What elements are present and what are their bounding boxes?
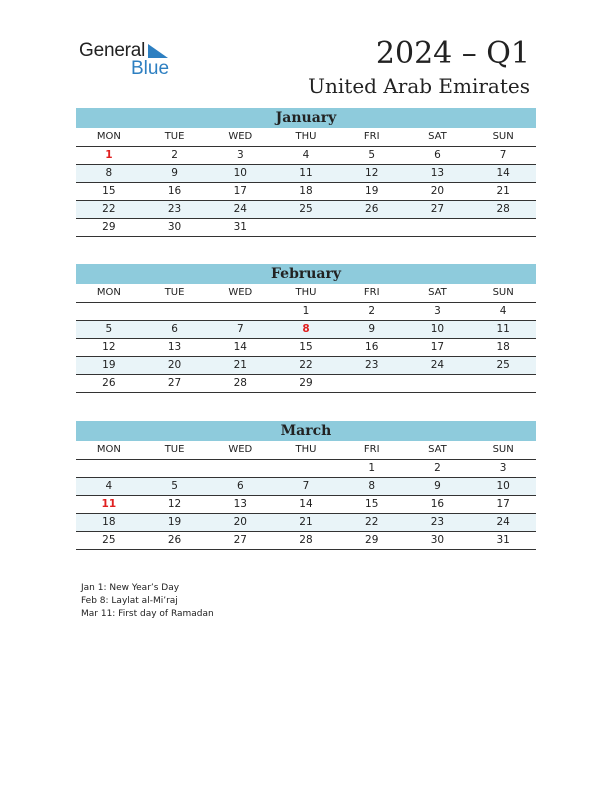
day-cell: 19: [339, 183, 405, 201]
weekday-label: TUE: [142, 128, 208, 147]
day-cell: 21: [273, 514, 339, 532]
day-cell: 8: [76, 165, 142, 183]
holiday-day-cell: 8: [273, 321, 339, 339]
day-cell: [405, 219, 471, 237]
logo-blue-text: Blue: [131, 58, 170, 79]
day-cell: 2: [142, 147, 208, 165]
day-cell: 17: [207, 183, 273, 201]
day-cell: 23: [142, 201, 208, 219]
day-cell: 4: [470, 303, 536, 321]
day-cell: [470, 375, 536, 393]
day-cell: 25: [76, 532, 142, 550]
day-cell: [142, 460, 208, 478]
day-cell: 5: [76, 321, 142, 339]
weekday-header-row: [76, 128, 536, 147]
day-cell: 15: [76, 183, 142, 201]
day-cell: 4: [273, 147, 339, 165]
weekday-label: SAT: [405, 284, 471, 303]
day-cell: 13: [142, 339, 208, 357]
week-row: [76, 339, 536, 357]
holiday-day-cell: 11: [76, 496, 142, 514]
page-subtitle: United Arab Emirates: [308, 74, 530, 98]
day-cell: 16: [405, 496, 471, 514]
day-cell: 4: [76, 478, 142, 496]
day-cell: 8: [339, 478, 405, 496]
day-cell: 17: [470, 496, 536, 514]
day-cell: 11: [273, 165, 339, 183]
weekday-label: THU: [273, 284, 339, 303]
day-cell: 17: [405, 339, 471, 357]
day-cell: 5: [142, 478, 208, 496]
day-cell: 30: [405, 532, 471, 550]
week-row: [76, 165, 536, 183]
day-cell: 2: [339, 303, 405, 321]
weekday-header-row: [76, 284, 536, 303]
day-cell: 11: [470, 321, 536, 339]
day-cell: 20: [142, 357, 208, 375]
day-cell: 26: [76, 375, 142, 393]
day-cell: 22: [76, 201, 142, 219]
weekday-label: MON: [76, 128, 142, 147]
weekday-label: MON: [76, 441, 142, 460]
week-row: [76, 303, 536, 321]
month-name: January: [76, 108, 536, 128]
day-cell: [207, 303, 273, 321]
day-cell: [405, 375, 471, 393]
day-cell: 5: [339, 147, 405, 165]
day-cell: 7: [273, 478, 339, 496]
day-cell: [339, 219, 405, 237]
day-cell: 13: [405, 165, 471, 183]
day-cell: 22: [339, 514, 405, 532]
day-cell: 18: [76, 514, 142, 532]
month-name: February: [76, 264, 536, 284]
day-cell: [207, 460, 273, 478]
day-cell: 23: [405, 514, 471, 532]
day-cell: 3: [470, 460, 536, 478]
day-cell: 10: [470, 478, 536, 496]
day-cell: 12: [339, 165, 405, 183]
weekday-label: SUN: [470, 441, 536, 460]
title-block: [308, 36, 530, 100]
month-calendar-february: [76, 264, 536, 393]
week-row: [76, 201, 536, 219]
day-cell: 20: [207, 514, 273, 532]
day-cell: 12: [76, 339, 142, 357]
weekday-label: SUN: [470, 284, 536, 303]
day-cell: 31: [470, 532, 536, 550]
day-cell: 29: [76, 219, 142, 237]
weekday-label: FRI: [339, 128, 405, 147]
weekday-label: TUE: [142, 441, 208, 460]
weekday-label: SUN: [470, 128, 536, 147]
weekday-label: FRI: [339, 284, 405, 303]
day-cell: 25: [273, 201, 339, 219]
day-cell: 31: [207, 219, 273, 237]
holiday-note: Mar 11: First day of Ramadan: [81, 609, 214, 619]
month-calendar-january: [76, 108, 536, 237]
day-cell: 30: [142, 219, 208, 237]
week-row: [76, 219, 536, 237]
logo-triangle-icon: [148, 44, 168, 58]
week-row: [76, 375, 536, 393]
day-cell: 22: [273, 357, 339, 375]
day-cell: 29: [273, 375, 339, 393]
weekday-label: THU: [273, 441, 339, 460]
day-cell: 26: [142, 532, 208, 550]
week-row: [76, 514, 536, 532]
weekday-label: SAT: [405, 441, 471, 460]
day-cell: 16: [339, 339, 405, 357]
page-title: 2024 – Q1: [375, 36, 530, 71]
day-cell: 2: [405, 460, 471, 478]
day-cell: 18: [273, 183, 339, 201]
day-cell: 20: [405, 183, 471, 201]
day-cell: [142, 303, 208, 321]
weekday-label: SAT: [405, 128, 471, 147]
day-cell: [470, 219, 536, 237]
day-cell: 27: [207, 532, 273, 550]
month-name: March: [76, 421, 536, 441]
weekday-label: FRI: [339, 441, 405, 460]
month-calendar-march: [76, 421, 536, 550]
day-cell: 6: [207, 478, 273, 496]
weekday-label: WED: [207, 284, 273, 303]
day-cell: 21: [470, 183, 536, 201]
day-cell: [76, 303, 142, 321]
day-cell: 6: [405, 147, 471, 165]
day-cell: 18: [470, 339, 536, 357]
day-cell: 9: [405, 478, 471, 496]
day-cell: 27: [405, 201, 471, 219]
day-cell: 14: [207, 339, 273, 357]
holiday-note: Jan 1: New Year’s Day: [81, 583, 180, 593]
weekday-label: MON: [76, 284, 142, 303]
day-cell: 6: [142, 321, 208, 339]
day-cell: 19: [76, 357, 142, 375]
day-cell: 19: [142, 514, 208, 532]
week-row: [76, 496, 536, 514]
day-cell: 27: [142, 375, 208, 393]
day-cell: 28: [470, 201, 536, 219]
day-cell: 14: [470, 165, 536, 183]
day-cell: 1: [339, 460, 405, 478]
day-cell: 29: [339, 532, 405, 550]
day-cell: 26: [339, 201, 405, 219]
day-cell: 28: [273, 532, 339, 550]
day-cell: 24: [405, 357, 471, 375]
holiday-notes: [81, 582, 214, 621]
day-cell: 7: [207, 321, 273, 339]
day-cell: [76, 460, 142, 478]
day-cell: [339, 375, 405, 393]
day-cell: 24: [207, 201, 273, 219]
day-cell: 13: [207, 496, 273, 514]
day-cell: 7: [470, 147, 536, 165]
logo-general-text: General: [79, 40, 146, 61]
day-cell: [273, 219, 339, 237]
day-cell: 16: [142, 183, 208, 201]
week-row: [76, 147, 536, 165]
holiday-note: Feb 8: Laylat al-Mi’raj: [81, 596, 178, 606]
day-cell: [273, 460, 339, 478]
week-row: [76, 478, 536, 496]
week-row: [76, 460, 536, 478]
day-cell: 15: [339, 496, 405, 514]
day-cell: 14: [273, 496, 339, 514]
weekday-label: WED: [207, 441, 273, 460]
week-row: [76, 321, 536, 339]
day-cell: 28: [207, 375, 273, 393]
day-cell: 10: [207, 165, 273, 183]
day-cell: 24: [470, 514, 536, 532]
day-cell: 12: [142, 496, 208, 514]
weekday-label: WED: [207, 128, 273, 147]
day-cell: 9: [339, 321, 405, 339]
day-cell: 21: [207, 357, 273, 375]
day-cell: 23: [339, 357, 405, 375]
weekday-header-row: [76, 441, 536, 460]
week-row: [76, 183, 536, 201]
day-cell: 1: [273, 303, 339, 321]
day-cell: 15: [273, 339, 339, 357]
weekday-label: THU: [273, 128, 339, 147]
weekday-label: TUE: [142, 284, 208, 303]
day-cell: 25: [470, 357, 536, 375]
day-cell: 10: [405, 321, 471, 339]
holiday-day-cell: 1: [76, 147, 142, 165]
day-cell: 9: [142, 165, 208, 183]
day-cell: 3: [405, 303, 471, 321]
week-row: [76, 532, 536, 550]
week-row: [76, 357, 536, 375]
day-cell: 3: [207, 147, 273, 165]
logo: [79, 41, 169, 78]
